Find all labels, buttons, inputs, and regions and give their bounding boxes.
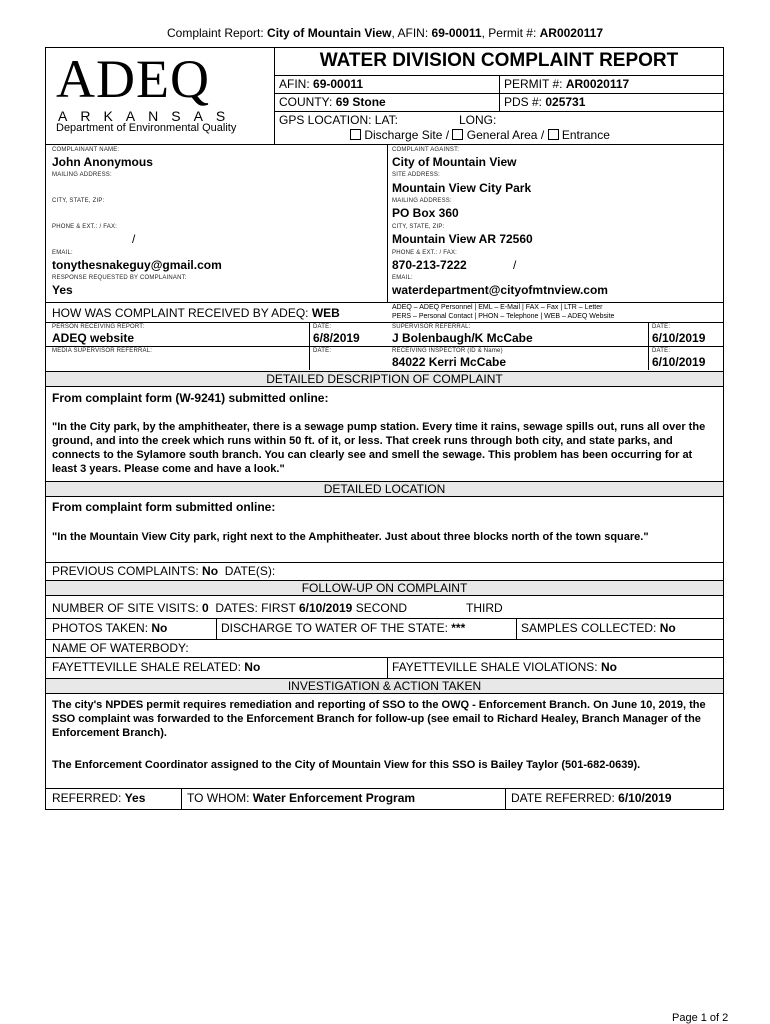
description-header: DETAILED DESCRIPTION OF COMPLAINT	[46, 371, 723, 387]
location-type-options: Discharge Site / General Area / Entrance	[350, 128, 610, 142]
previous-complaints: PREVIOUS COMPLAINTS: No DATE(S):	[52, 564, 276, 578]
gps-lat-label: GPS LOCATION: LAT:	[279, 113, 398, 127]
investigation-p2: The Enforcement Coordinator assigned to the City of Mountain View for this SSO is Bailey Taylor (501-682-0639).	[52, 759, 641, 771]
against-mailing: PO Box 360	[392, 206, 459, 220]
third-visit: THIRD	[466, 601, 503, 615]
against-site: Mountain View City Park	[392, 181, 532, 195]
afin-field: AFIN: 69-00011	[279, 77, 364, 91]
page-header: Complaint Report: City of Mountain View, AFIN: 69-00011, Permit #: AR0020117	[166, 26, 604, 40]
investigation-p1: The city's NPDES permit requires remediation and reporting of SSO to the OWQ - Enforcement Branch. On June 10, 2019, the SSO complaint was forwarded to the Enforcement Branch for follow-up (see email to Richard Healey, Branch Manager of the Enforcement Branch).	[52, 699, 706, 739]
description-text: "In the City park, by the amphitheater, there is a sewage pump station. Every time it rains, sewage spills out, runs all over the ground, and into the creek which runs within 50 ft. of it, or less. That creek runs through both city, and state parks, and connects to the Sylamore south branch. You can clearly see and smell the sewage. This problem has been occurring for at least 3 years. Please come and have a look."	[52, 421, 706, 475]
adeq-logo: ADEQ	[56, 49, 210, 109]
logo-state: ARKANSAS	[58, 108, 239, 124]
complainant-name: John Anonymous	[52, 155, 153, 169]
permit-field: PERMIT #: AR0020117	[504, 77, 630, 91]
discharge-to-water: DISCHARGE TO WATER OF THE STATE: ***	[221, 621, 466, 635]
gps-long-label: LONG:	[459, 113, 497, 127]
person-receiving: ADEQ website	[52, 331, 135, 345]
against-name: City of Mountain View	[392, 155, 517, 169]
pds-field: PDS #: 025731	[504, 95, 586, 109]
general-area-checkbox[interactable]	[452, 129, 463, 140]
received-date: 6/8/2019	[313, 331, 360, 345]
inspector-date: 6/10/2019	[652, 355, 706, 369]
against-csz: Mountain View AR 72560	[392, 232, 533, 246]
samples-collected: SAMPLES COLLECTED: No	[521, 621, 676, 635]
location-text: "In the Mountain View City park, right next to the Amphitheater. Just about three blocks north of the town square."	[52, 531, 649, 543]
referred-to-whom: TO WHOM: Water Enforcement Program	[187, 791, 416, 805]
against-phone: 870-213-7222	[392, 258, 467, 272]
county-field: COUNTY: 69 Stone	[279, 95, 386, 109]
referred: REFERRED: Yes	[52, 791, 146, 805]
received-legend-2: PERS – Personal Contact | PHON – Telephone | WEB – ADEQ Website	[392, 313, 615, 320]
entrance-checkbox[interactable]	[548, 129, 559, 140]
response-requested: Yes	[52, 283, 73, 297]
complainant-email: tonythesnakeguy@gmail.com	[52, 258, 222, 272]
location-intro: From complaint form submitted online:	[52, 500, 276, 514]
supervisor-date: 6/10/2019	[652, 331, 706, 345]
page-number: Page 1 of 2	[672, 1012, 729, 1024]
against-email: waterdepartment@cityofmtnview.com	[392, 283, 608, 297]
logo-dept: Department of Environmental Quality	[56, 122, 237, 134]
waterbody-name: NAME OF WATERBODY:	[52, 641, 189, 655]
supervisor-referral: J Bolenbaugh/K McCabe	[392, 331, 533, 345]
discharge-site-checkbox[interactable]	[350, 129, 361, 140]
received-method: HOW WAS COMPLAINT RECEIVED BY ADEQ: WEB	[52, 306, 340, 320]
receiving-inspector: 84022 Kerri McCabe	[392, 355, 507, 369]
report-title: WATER DIVISION COMPLAINT REPORT	[319, 50, 679, 71]
description-intro: From complaint form (W-9241) submitted online:	[52, 391, 329, 405]
photos-taken: PHOTOS TAKEN: No	[52, 621, 168, 635]
site-visits: NUMBER OF SITE VISITS: 0 DATES: FIRST 6/10/2019 SECOND	[52, 601, 408, 615]
shale-related: FAYETTEVILLE SHALE RELATED: No	[52, 660, 261, 674]
location-header: DETAILED LOCATION	[46, 481, 723, 497]
date-referred: DATE REFERRED: 6/10/2019	[511, 791, 672, 805]
shale-violations: FAYETTEVILLE SHALE VIOLATIONS: No	[392, 660, 617, 674]
investigation-header: INVESTIGATION & ACTION TAKEN	[46, 678, 723, 694]
received-legend-1: ADEQ – ADEQ Personnel | EML – E-Mail | FAX – Fax | LTR – Letter	[392, 304, 603, 311]
followup-header: FOLLOW-UP ON COMPLAINT	[46, 580, 723, 596]
